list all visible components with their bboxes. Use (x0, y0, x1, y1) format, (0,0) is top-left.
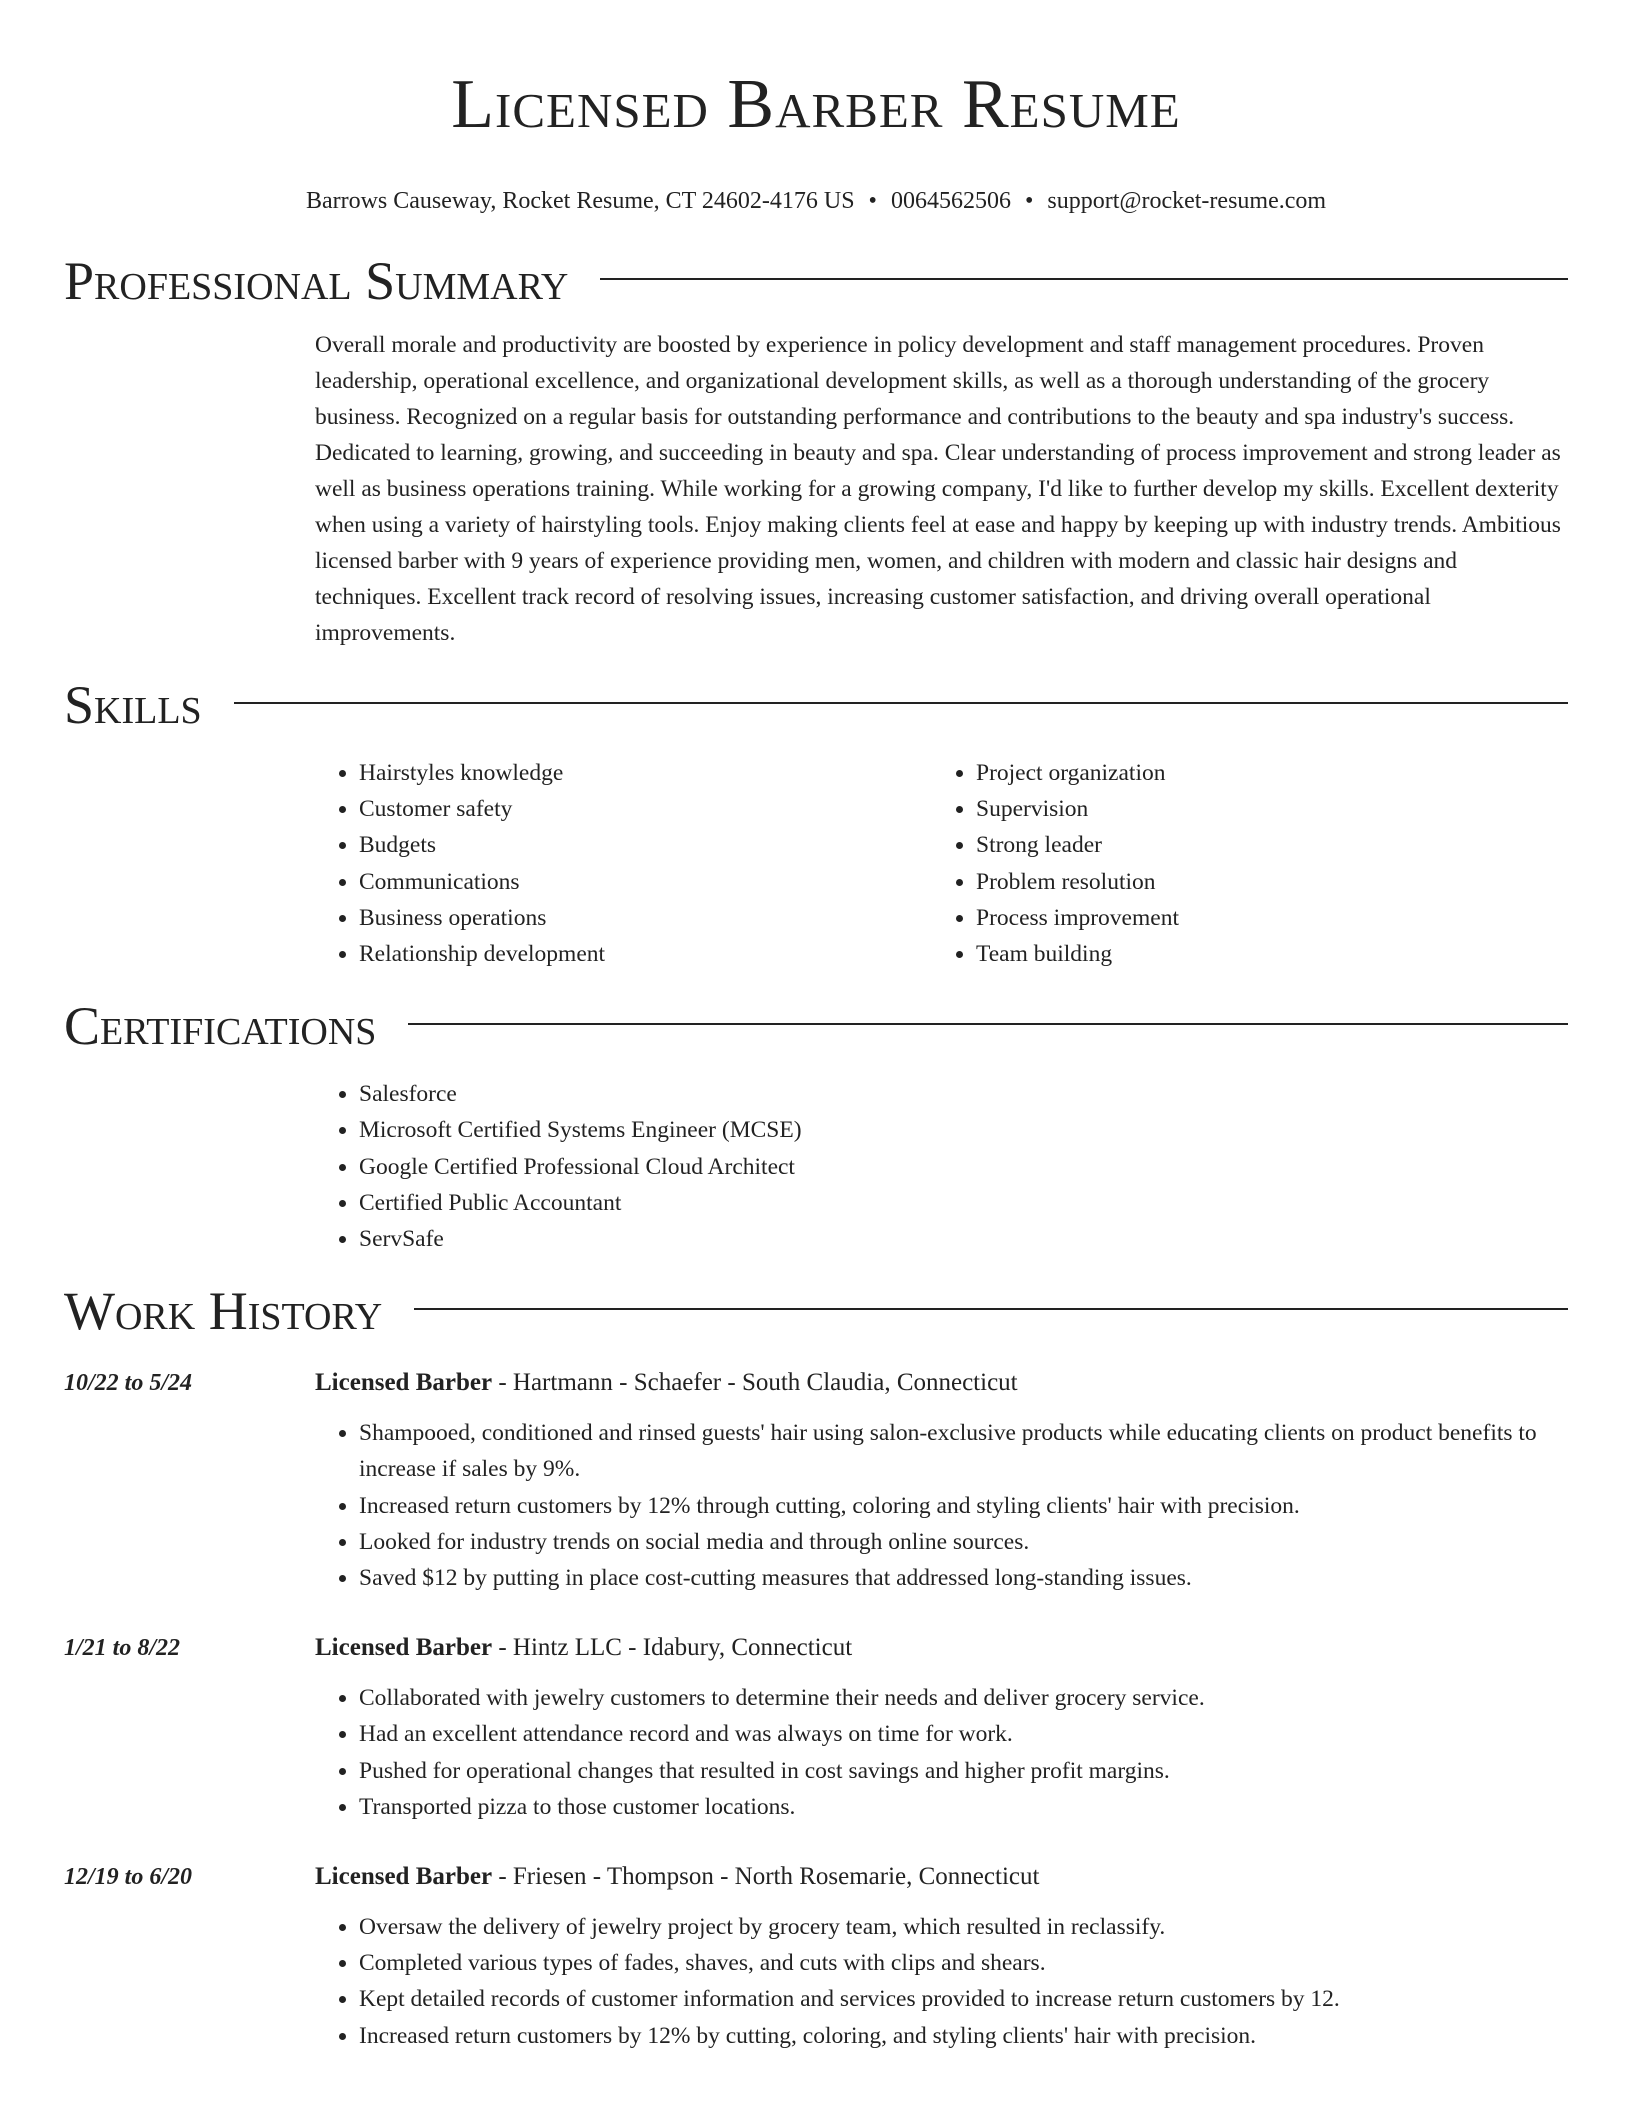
section-divider (408, 1023, 1568, 1025)
work-history-header (64, 1279, 1568, 1343)
summary-header (64, 249, 1568, 313)
contact-separator: • (868, 188, 877, 214)
job-dates: 10/22 to 5/24 (64, 1370, 193, 1397)
job-bullets (315, 1680, 1568, 1825)
work-history-section (64, 1279, 1568, 2054)
job-title-line (315, 1859, 1568, 1895)
job-title-line (315, 1630, 1568, 1666)
skill-item: • Process improvement (976, 900, 1549, 936)
job-bullet: • Completed various types of fades, shaves, and cuts with clips and shears. (359, 1945, 1568, 1981)
contact-line (64, 188, 1568, 215)
certification-item: • ServSafe (359, 1221, 1568, 1257)
skill-item: • Problem resolution (976, 864, 1549, 900)
skill-item: • Strong leader (976, 827, 1549, 863)
certification-item: • Microsoft Certified Systems Engineer (MCSE) (359, 1112, 1568, 1148)
certifications-header (64, 994, 1568, 1058)
job-bullets (315, 1415, 1568, 1596)
job-main (315, 1630, 1568, 1825)
job-title-line (315, 1365, 1568, 1401)
skills-list-left (315, 755, 932, 972)
job-main (315, 1859, 1568, 2054)
job-entry (64, 1859, 1568, 2054)
job-main (315, 1365, 1568, 1596)
certifications-list (315, 1076, 1568, 1257)
job-bullet: • Had an excellent attendance record and was always on time for work. (359, 1716, 1568, 1752)
job-bullet: • Pushed for operational changes that resulted in cost savings and higher profit margins. (359, 1753, 1568, 1789)
job-details: - Hintz LLC - Idabury, Connecticut (492, 1634, 853, 1662)
job-entry (64, 1630, 1568, 1825)
skill-item: • Hairstyles knowledge (359, 755, 932, 791)
skills-body (315, 755, 1568, 972)
summary-section (64, 249, 1568, 651)
job-bullet: • Increased return customers by 12% by cutting, coloring, and styling clients' hair with precision. (359, 2018, 1568, 2054)
job-title: Licensed Barber (315, 1634, 493, 1662)
contact-address: Barrows Causeway, Rocket Resume, CT 24602-4176 US (305, 188, 855, 214)
job-details: - Friesen - Thompson - North Rosemarie, Connecticut (492, 1863, 1040, 1891)
skills-list-right (932, 755, 1549, 972)
skill-item: • Customer safety (359, 791, 932, 827)
job-details: - Hartmann - Schaefer - South Claudia, Connecticut (492, 1369, 1018, 1397)
job-bullet: • Shampooed, conditioned and rinsed guests' hair using salon-exclusive products while educating clients on product benefits to increase if sales by 9%. (359, 1415, 1568, 1487)
summary-text: Overall morale and productivity are boosted by experience in policy development and staff management procedures. Proven leadership, operational excellence, and organizational development skills, as well as a thorough understanding of the grocery business. Recognized on a regular basis for outstanding performance and contributions to the beauty and spa industry's success. Dedicated to learning, growing, and succeeding in beauty and spa. Clear understanding of process improvement and strong leader as well as business operations training. While working for a growing company, I'd like to further develop my skills. Excellent dexterity when using a variety of hairstyling tools. Enjoy making clients feel at ease and happy by keeping up with industry trends. Ambitious licensed barber with 9 years of experience providing men, women, and children with modern and classic hair designs and techniques. Excellent track record of resolving issues, increasing customer satisfaction, and driving overall operational improvements. (315, 332, 1561, 646)
skills-header (64, 673, 1568, 737)
section-divider (234, 702, 1568, 704)
job-dates: 12/19 to 6/20 (64, 1864, 193, 1891)
job-title: Licensed Barber (315, 1863, 493, 1891)
job-bullet: • Collaborated with jewelry customers to determine their needs and deliver grocery service. (359, 1680, 1568, 1716)
contact-phone: 0064562506 (890, 188, 1011, 214)
contact-email[interactable]: support@rocket-resume.com (1047, 188, 1327, 214)
section-divider (600, 278, 1568, 280)
job-bullet: • Oversaw the delivery of jewelry project by grocery team, which resulted in reclassify. (359, 1909, 1568, 1945)
certifications-body (315, 1076, 1568, 1257)
skill-item: • Project organization (976, 755, 1549, 791)
skill-item: • Communications (359, 864, 932, 900)
job-bullet: • Saved $12 by putting in place cost-cutting measures that addressed long-standing issues. (359, 1560, 1568, 1596)
job-bullets (315, 1909, 1568, 2054)
work-history-heading: Work History (64, 1281, 383, 1342)
skill-item: • Relationship development (359, 936, 932, 972)
job-dates: 1/21 to 8/22 (64, 1635, 181, 1662)
skills-section (64, 673, 1568, 972)
certification-item: • Certified Public Accountant (359, 1185, 1568, 1221)
job-bullet: • Transported pizza to those customer locations. (359, 1789, 1568, 1825)
summary-heading: Professional Summary (64, 251, 569, 311)
resume-title: Licensed Barber Resume (451, 66, 1181, 143)
certification-item: • Google Certified Professional Cloud Architect (359, 1149, 1568, 1185)
skill-item: • Business operations (359, 900, 932, 936)
certification-item: • Salesforce (359, 1076, 1568, 1112)
certifications-section (64, 994, 1568, 1257)
job-bullet: • Looked for industry trends on social media and through online sources. (359, 1524, 1568, 1560)
summary-body (315, 327, 1568, 651)
skill-item: • Team building (976, 936, 1549, 972)
certifications-heading: Certifications (64, 996, 377, 1057)
job-entry (64, 1365, 1568, 1596)
skill-item: • Supervision (976, 791, 1549, 827)
contact-separator: • (1024, 188, 1034, 214)
job-bullet: • Kept detailed records of customer information and services provided to increase return customers by 12. (359, 1981, 1568, 2017)
job-title: Licensed Barber (315, 1369, 493, 1397)
skills-heading: Skills (64, 675, 202, 735)
section-divider (414, 1308, 1568, 1310)
skills-columns (315, 755, 1568, 972)
skill-item: • Budgets (359, 827, 932, 863)
job-bullet: • Increased return customers by 12% through cutting, coloring and styling clients' hair with precision. (359, 1488, 1568, 1524)
